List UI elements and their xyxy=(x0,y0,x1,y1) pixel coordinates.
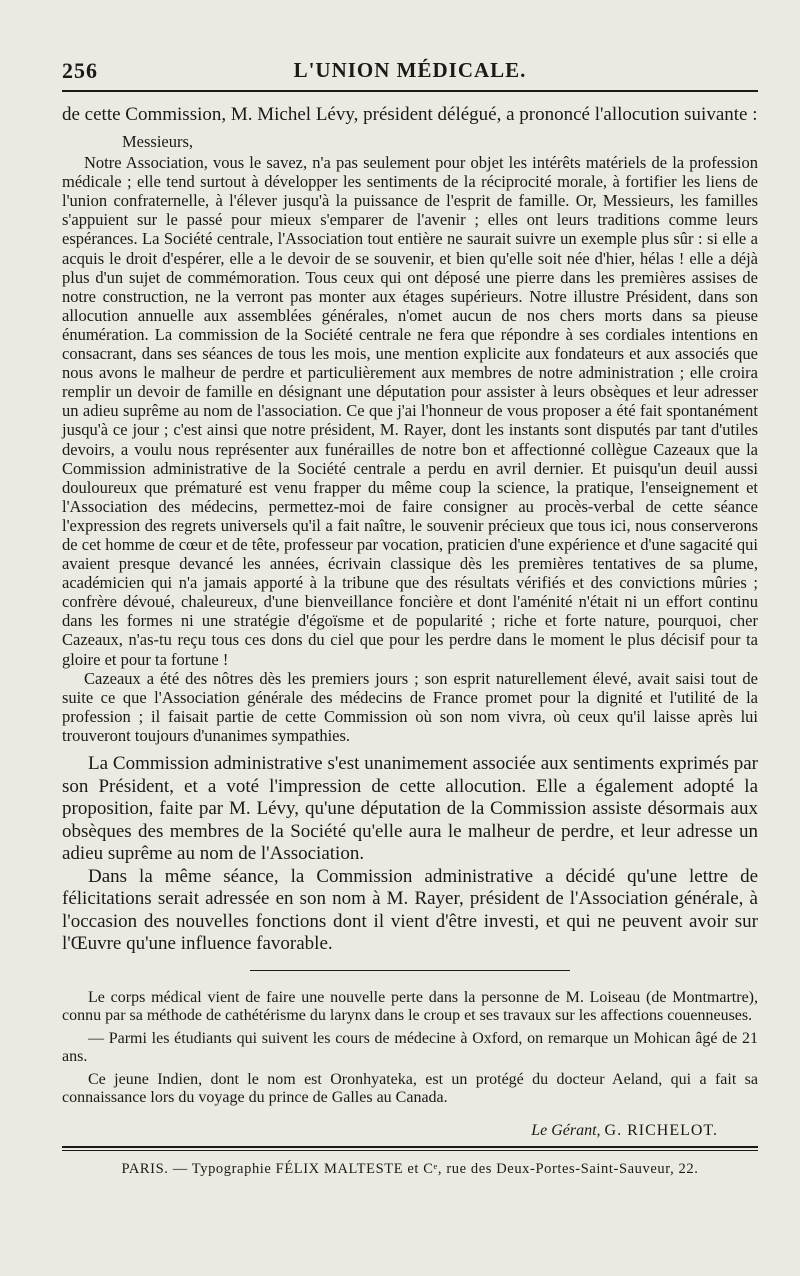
speech-paragraph: Notre Association, vous le savez, n'a pas seulement pour objet les intérêts matériels de la profession médicale ; elle tend surtout à développer les sentiments de la réciprocité morale, à fortifier les liens de l'union confraternelle, à l'élever jusqu'à la puissance de l'esprit de famille. Or, Messieurs, les familles s'appuient sur le passé pour mieux s'emparer de l'avenir ; elles ont leurs traditions comme leurs espérances. La Société centrale, l'Association tout entière ne saurait suivre un exemple plus sûr : si elle a acquis le droit d'espérer, elle a le devoir de se souvenir, et bien qu'elle soit née d'hier, hélas ! elle a déjà plus d'un sujet de commémoration. Tous ceux qui ont déposé une pierre dans les premières assises de notre construction, ne la verront pas monter aux étages supérieurs. Notre illustre Président, dans son allocution annuelle aux assemblées générales, n'omet aucun de nos chers morts dans sa pieuse énumération. La commission de la Société centrale ne fera que répondre à ses cordiales intentions en consacrant, dans ses séances de tous les mois, une mention explicite aux fondateurs et aux associés que nous avons le malheur de perdre et particulièrement aux membres de notre administration ; elle croira remplir un devoir de famille en désignant une députation pour assister à leurs obsèques et leur adresser un adieu suprême au nom de l'association. Ce que j'ai l'honneur de vous proposer a été fait spontanément jusqu'à ce jour ; c'est ainsi que notre président, M. Rayer, dont les instants sont disputés par tant d'utiles devoirs, a voulu nous représenter aux funérailles de notre bon et affectionné collègue Cazeaux que la Commission administrative de la Société centrale a perdu en avril dernier. Et puisqu'un deuil aussi douloureux que prématuré est venu frapper du même coup la science, la pratique, l'enseignement et l'Association des médecins, permettez-moi de faire consigner au procès-verbal de cette séance l'expression des regrets universels qu'il a fait naître, le souvenir précieux que tous ici, nous conserverons de cet homme de cœur et de tête, professeur par vocation, praticien d'une expérience et d'une sagacité qui avaient presque devancé les années, écrivain classique dès les premières tentatives de sa plume, académicien qui n'a jamais apporté à la tribune que des résultats vérifiés et des convictions mûries ; confrère dévoué, chaleureux, d'une bienveillance foncière et dont l'aménité n'était ni un effort continu dans les formes ni une stratégie d'égoïsme et de popularité ; riche et forte nature, pourquoi, cher Cazeaux, n'as-tu reçu tous ces dons du ciel que pour les perdre dans le moment le plus décisif pour ta gloire et pour ta fortune ! xyxy=(62,153,758,669)
news-paragraph: Ce jeune Indien, dont le nom est Oronhyateka, est un protégé du docteur Aeland, qui a fait sa connaissance lors du voyage du prince de Galles au Canada. xyxy=(62,1070,758,1107)
header-rule xyxy=(62,90,758,92)
manager-name: G. RICHELOT. xyxy=(604,1122,718,1140)
signature xyxy=(62,1122,718,1140)
speech-salutation: Messieurs, xyxy=(122,132,194,151)
news-section xyxy=(62,989,758,1109)
footer-rule-thin xyxy=(62,1150,758,1151)
section-divider xyxy=(250,970,570,971)
news-paragraph: — Parmi les étudiants qui suivent les cours de médecine à Oxford, on remarque un Mohican âgé de 21 ans. xyxy=(62,1029,758,1066)
intro-paragraph: de cette Commission, M. Michel Lévy, président délégué, a prononcé l'allocution suivante : xyxy=(62,104,758,125)
printer-imprint: PARIS. — Typographie FÉLIX MALTESTE et Cᵉ, rue des Deux-Portes-Saint-Sauveur, 22. xyxy=(121,1161,699,1178)
news-paragraph: Le corps médical vient de faire une nouvelle perte dans la personne de M. Loiseau (de Montmartre), connu par sa méthode de cathétérisme du larynx dans le croup et ses travaux sur les affections couenneuses. xyxy=(62,988,758,1025)
page-number: 256 xyxy=(62,58,98,83)
allocution-speech xyxy=(62,132,758,745)
speech-paragraph: Cazeaux a été des nôtres dès les premiers jours ; son esprit naturellement élevé, avait saisi tout de suite ce que l'Association générale des médecins de France promet pour la dignité et l'utilité de la profession ; il faisait partie de cette Commission où son nom vivra, où ceux qu'il laisse après lui trouveront toujours d'unanimes sympathies. xyxy=(62,668,758,745)
running-head xyxy=(62,52,758,86)
commission-report xyxy=(62,753,758,956)
footer-rule xyxy=(62,1146,758,1148)
body-paragraph: Dans la même séance, la Commission administrative a décidé qu'une lettre de félicitations serait adressée en son nom à M. Rayer, président de l'Association générale, à l'occasion des nouvelles fonctions dont il vient d'être investi, et qui ne peuvent avoir sur l'Œuvre qu'une influence favorable. xyxy=(62,865,758,954)
body-paragraph: La Commission administrative s'est unanimement associée aux sentiments exprimés par son Président, et a voté l'impression de cette allocution. Elle a également adopté la proposition, faite par M. Lévy, qu'une députation de la Commission assiste désormais aux obsèques des membres de la Société qu'elle aura le malheur de perdre, et leur adresse un adieu suprême au nom de l'Association. xyxy=(62,753,758,864)
journal-title: L'UNION MÉDICALE. xyxy=(293,58,527,82)
manager-label: Le Gérant, xyxy=(531,1122,601,1140)
